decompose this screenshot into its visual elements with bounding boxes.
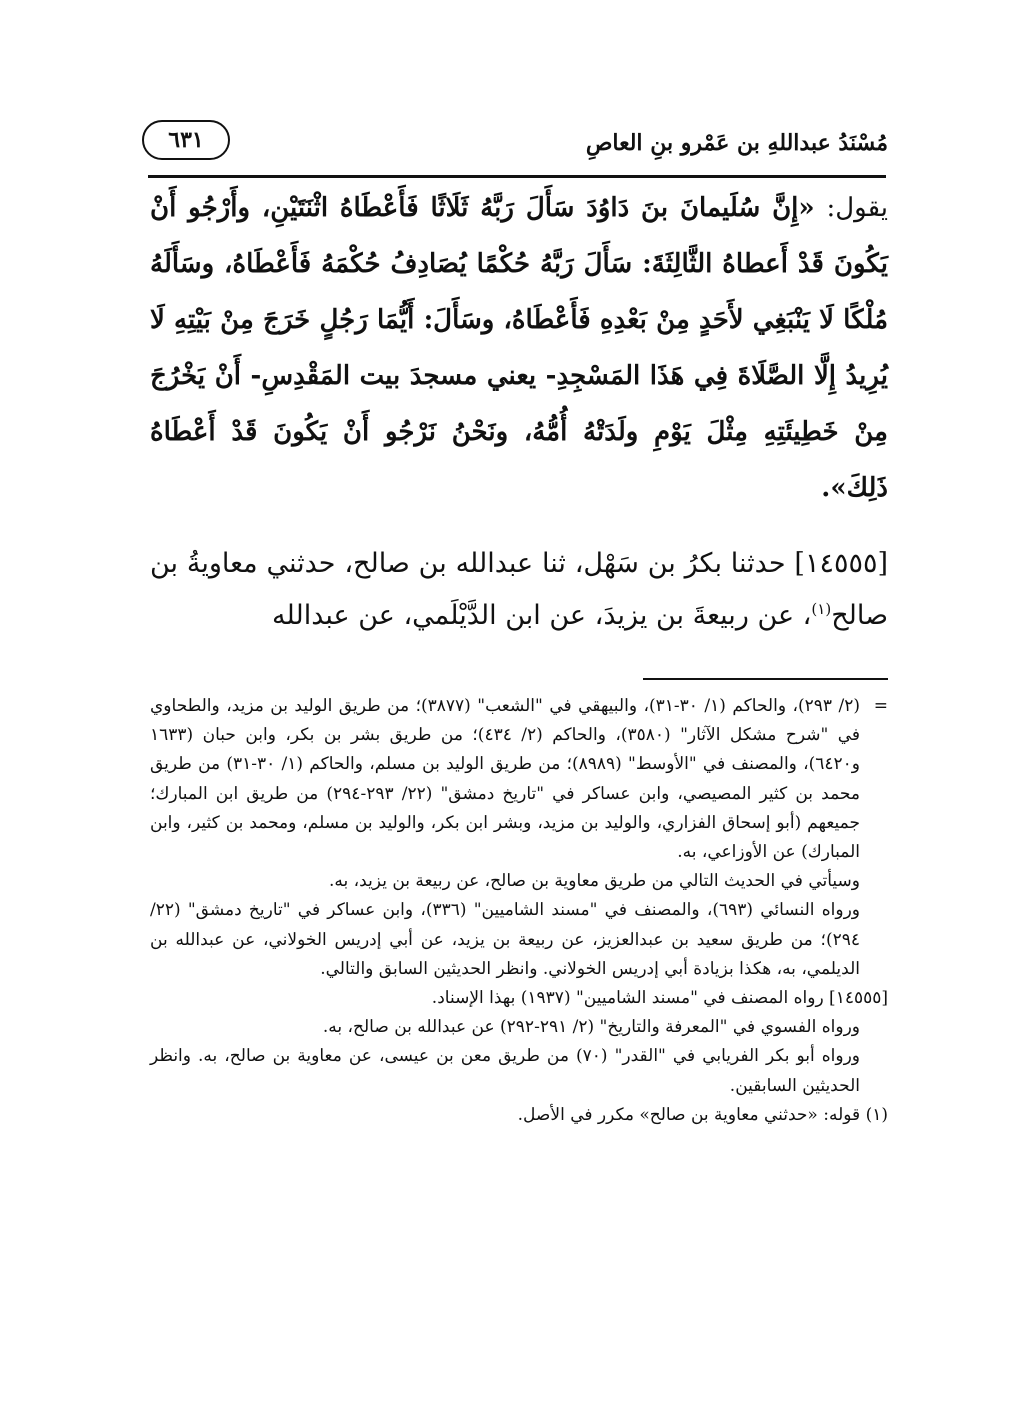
hadith-footnote-line: ورواه أبو بكر الفريابي في "القدر" (٧٠) من طريق معن بن عيسى، عن معاوية بن صالح، به. وانظر الحديثين السابقين. bbox=[150, 1046, 860, 1096]
footnote-paragraph: (٢/ ٢٩٣)، والحاكم (١/ ٣٠-٣١)، والبيهقي في "الشعب" (٣٨٧٧)؛ من طريق الوليد بن مزيد، والطحاوي في "شرح مشكل الآثار" (٣٥٨٠)، والحاكم (٢/ ٤٣٤)؛ من طريق بشر بن بكر، وابن حبان (١٦٣٣ و٦٤٢٠)، والمصنف في "الأوسط" (٨٩٨٩)؛ من طريق الوليد بن مسلم، والحاكم (١/ ٣٠-٣١) من طريق محمد بن كثير المصيصي، وابن عساكر في "تاريخ دمشق" (٢٢/ ٢٩٣-٢٩٤) من طريق ابن المبارك؛ جميعهم (أبو إسحاق الفزاري، والوليد بن مزيد، وبشر ابن بكر، والوليد بن مسلم، ومحمد بن كثير، وابن المبارك) عن الأوزاعي، به. bbox=[150, 696, 861, 863]
quote-text: «إِنَّ سُلَيمانَ بنَ دَاوُدَ سَأَلَ رَبَّهُ ثَلَاثًا فَأَعْطَاهُ اثْنَتَيْنِ، وأَرْجُو أَنْ يَكُونَ قَدْ أَعطاهُ الثَّالِثَةَ: سَأَلَ رَبَّهُ حُكْمًا يُصَادِفُ حُكْمَهُ فَأَعْطَاهُ، وسَأَلَهُ مُلْكًا لَا يَنْبَغِي لأَحَدٍ مِنْ بَعْدِهِ فَأَعْطَاهُ، وسَأَلَ: أَيُّمَا رَجُلٍ خَرَجَ مِنْ بَيْتِهِ لَا يُرِيدُ إِلَّا الصَّلَاةَ فِي هَذَا المَسْجِدِ- يعني مسجدَ بيت المَقْدِسِ- أَنْ يَخْرُجَ مِنْ خَطِيئَتِهِ مِثْلَ يَوْمِ ولَدَتْهُ أُمُّهُ، ونَحْنُ نَرْجُو أَنْ يَكُونَ قَدْ أَعْطَاهُ ذَلِكَ». bbox=[150, 193, 888, 503]
continuation-mark: = bbox=[873, 696, 888, 716]
hadith-footnote bbox=[150, 984, 888, 1101]
page-number-badge bbox=[142, 120, 230, 160]
footnote-1: (١) قوله: «حدثني معاوية بن صالح» مكرر في الأصل. bbox=[517, 1104, 888, 1125]
footnote-separator bbox=[643, 678, 888, 680]
footnote-paragraph: ورواه النسائي (٦٩٣)، والمصنف في "مسند الشاميين" (٣٣٦)، وابن عساكر في "تاريخ دمشق" (٢٢/ ٢٩٤)؛ من طريق سعيد بن عبدالعزيز، عن ربيعة بن يزيد، عن أبي إدريس الخولاني، عن عبدالله بن الديلمي، به، هكذا بزيادة أبي إدريس الخولاني. وانظر الحديثين السابق والتالي. bbox=[150, 900, 860, 979]
hadith-text-part2: ، عن ربيعةَ بن يزيدَ، عن ابن الدَّيْلَمي، عن عبدالله bbox=[272, 600, 812, 631]
quote-lead: يقول: bbox=[826, 193, 888, 223]
footnote-reference[interactable]: (١) bbox=[811, 600, 832, 618]
quote-paragraph bbox=[150, 180, 888, 516]
hadith-number: [١٤٥٥٥] bbox=[794, 548, 888, 579]
page-header bbox=[138, 118, 888, 168]
footnote-continuation bbox=[150, 692, 888, 984]
hadith-paragraph bbox=[150, 538, 888, 642]
running-title: مُسْنَدُ عبداللهِ بن عَمْرو بنِ العاصِ bbox=[585, 130, 888, 156]
hadith-footnote-line: ورواه الفسوي في "المعرفة والتاريخ" (٢/ ٢٩١-٢٩٢) عن عبدالله بن صالح، به. bbox=[322, 1017, 860, 1038]
page-number: ٦٣١ bbox=[168, 127, 204, 153]
hadith-footnote-first: [١٤٥٥٥] رواه المصنف في "مسند الشاميين" (١٩٣٧) بهذا الإسناد. bbox=[431, 988, 888, 1009]
footnotes-section bbox=[150, 692, 888, 1130]
hadith-text-part1: حدثنا بكرُ بن سَهْل، ثنا عبدالله بن صالح، حدثني معاويةُ بن صالح bbox=[150, 548, 888, 631]
footnote-paragraph: وسيأتي في الحديث التالي من طريق معاوية بن صالح، عن ربيعة بن يزيد، به. bbox=[329, 871, 860, 892]
header-rule bbox=[148, 175, 886, 178]
